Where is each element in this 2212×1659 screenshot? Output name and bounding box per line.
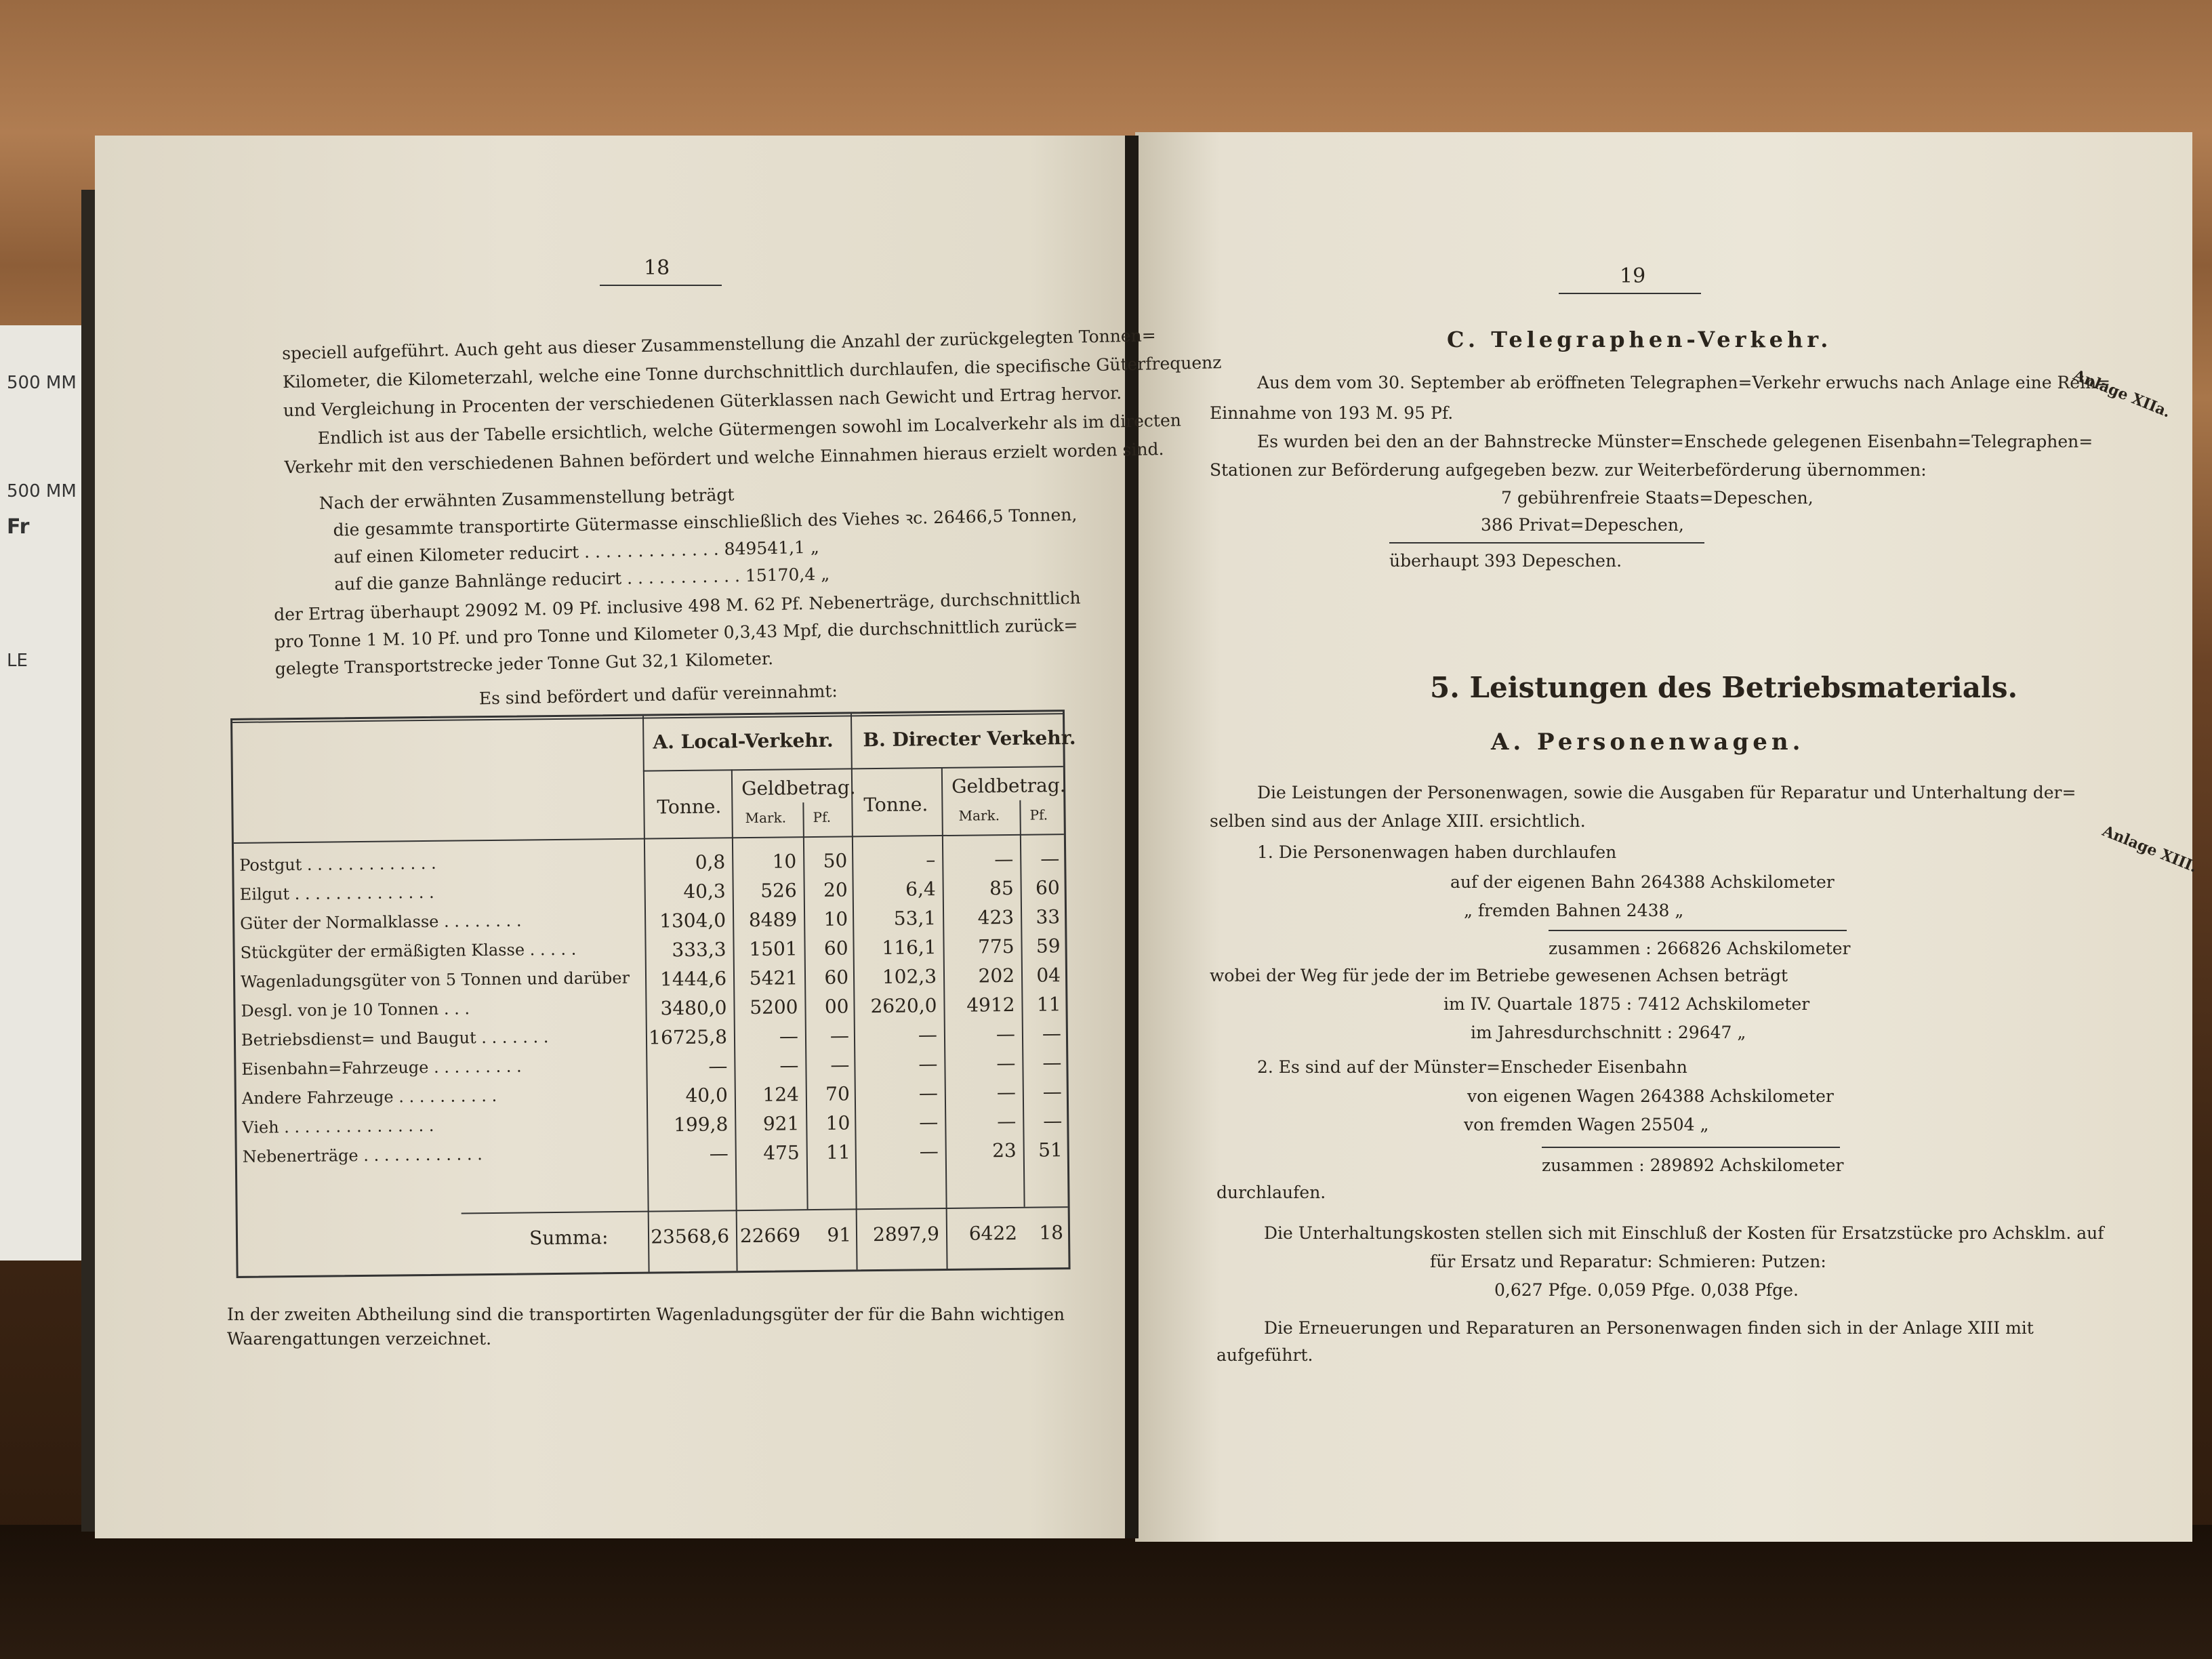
body-line: von eigenen Wagen 264388 Achskilometer [1467, 1086, 1834, 1106]
body-line: Einnahme von 193 M. 95 Pf. [1210, 403, 1454, 423]
body-line: selben sind aus der Anlage XIII. ersichtlich. [1210, 811, 1586, 831]
sum-value: 2897,9 [872, 1223, 940, 1246]
section-heading-telegraph: C. Telegraphen-Verkehr. [1447, 327, 1832, 352]
table-cell: 3480,0 [660, 996, 727, 1020]
table-cell: 51 [1038, 1139, 1063, 1162]
page-number-rule [1559, 293, 1701, 294]
table-edge-shadow [0, 1525, 2212, 1659]
table-cell: 124 [762, 1083, 800, 1106]
body-line: Die Unterhaltungskosten stellen sich mit Einschluß der Kosten für Ersatzstücke pro Achsklm. auf [1264, 1223, 2104, 1243]
body-line: Aus dem vom 30. September ab eröffneten Telegraphen=Verkehr erwuchs nach Anlage eine Rein= [1257, 373, 2111, 392]
sum-rule [1542, 1147, 1840, 1148]
body-line: „ fremden Bahnen 2438 „ [1464, 901, 1684, 920]
table-cell: — [996, 1080, 1017, 1104]
sum-value: 23568,6 [651, 1225, 730, 1248]
table-cell: — [918, 1082, 939, 1105]
background-label: 500 MM [7, 481, 77, 501]
row-label: Postgut . . . . . . . . . . . . . [239, 853, 436, 875]
col-pf-a: Pf. [813, 808, 832, 826]
body-line: 1. Die Personenwagen haben durchlaufen [1257, 842, 1617, 862]
col-tonne-a: Tonne. [657, 795, 722, 819]
left-footer-text: Waarengattungen verzeichnet. [227, 1329, 492, 1349]
row-label: Desgl. von je 10 Tonnen . . . [241, 999, 470, 1021]
table-cell: 5200 [750, 996, 798, 1019]
table-cell: 33 [1036, 905, 1061, 928]
sum-value: 91 [827, 1223, 852, 1246]
body-line: speciell aufgeführt. Auch geht aus dieser Zusammenstellung die Anzahl der zurückgelegten Tonnen= [281, 325, 1156, 364]
table-cell: – [926, 848, 936, 872]
table-cell: 199,8 [673, 1113, 729, 1136]
goods-table [230, 710, 1076, 1278]
col-mark-a: Mark. [745, 809, 787, 827]
table-cell: — [996, 1051, 1016, 1075]
table-cell: 6,4 [905, 878, 936, 901]
table-cell: 00 [824, 995, 849, 1018]
table-cell: — [1042, 1080, 1063, 1103]
body-line: gelegte Transportstrecke jeder Tonne Gut 32,1 Kilometer. [274, 649, 774, 679]
body-line: 2. Es sind auf der Münster=Enscheder Eisenbahn [1257, 1057, 1687, 1077]
table-cell: 10 [825, 1111, 851, 1134]
subheading-personenwagen: A. Personenwagen. [1491, 729, 1805, 756]
body-line: Die Erneuerungen und Reparaturen an Personenwagen finden sich in der Anlage XIII mit [1264, 1318, 2034, 1338]
body-line: aufgeführt. [1216, 1345, 1313, 1365]
margin-note: Anlage XIII. [2100, 822, 2200, 876]
table-cell: — [779, 1054, 799, 1077]
table-rule [234, 834, 1064, 844]
table-cell: 0,8 [695, 851, 726, 874]
table-cell: — [994, 847, 1014, 871]
body-line: Endlich ist aus der Tabelle ersichtlich, welche Gütermengen sowohl im Localverkehr als im directen [317, 410, 1182, 449]
margin-note: Anlage XIIa. [2070, 366, 2173, 422]
table-cell: 10 [772, 850, 797, 873]
table-cell: 8489 [748, 908, 798, 932]
body-line: und Vergleichung in Procenten der verschiedenen Güterklassen nach Gewicht und Ertrag hervor. [283, 383, 1122, 421]
background-label: LE [7, 651, 28, 671]
body-line: 386 Privat=Depeschen, [1481, 515, 1684, 535]
row-label: Güter der Normalklasse . . . . . . . . [240, 911, 522, 933]
left-footer-text: In der zweiten Abtheilung sind die transportirten Wagenladungsgüter der für die Bahn wichtigen [227, 1305, 1065, 1324]
col-mark-b: Mark. [958, 807, 1000, 824]
row-label: Eilgut . . . . . . . . . . . . . . [239, 882, 434, 904]
table-cell: — [1040, 847, 1060, 870]
row-label: Vieh . . . . . . . . . . . . . . . [242, 1115, 434, 1137]
page-number-right: 19 [1620, 264, 1646, 288]
table-cell: — [709, 1142, 729, 1165]
col-tonne-b: Tonne. [863, 793, 928, 817]
background-label: Fr [7, 515, 30, 539]
table-cell: 1501 [749, 937, 798, 961]
table-divider [731, 769, 738, 1271]
table-cell: 475 [763, 1141, 800, 1164]
table-cell: 775 [977, 935, 1015, 958]
table-cell: 60 [824, 966, 849, 989]
table-cell: 102,3 [882, 965, 937, 988]
sum-value: 22669 [739, 1224, 801, 1248]
table-cell: 333,3 [672, 938, 726, 962]
table-cell: 526 [760, 879, 797, 902]
table-cell: — [830, 1024, 850, 1047]
background-label: 500 MM [7, 373, 77, 393]
table-cell: 116,1 [882, 936, 937, 959]
body-line: pro Tonne 1 M. 10 Pf. und pro Tonne und Kilometer 0,3,43 Mpf, die durchschnittlich zurück= [274, 615, 1078, 652]
table-cell: — [1043, 1109, 1063, 1132]
table-cell: — [919, 1140, 939, 1163]
body-line: im Jahresdurchschnitt : 29647 „ [1471, 1023, 1746, 1042]
table-cell: — [919, 1111, 939, 1134]
row-label: Betriebsdienst= und Baugut . . . . . . . [241, 1027, 549, 1050]
table-rule [643, 766, 1063, 771]
table-cell: 04 [1036, 964, 1061, 987]
body-line: auf einen Kilometer reducirt . . . . . . . . . . . . . 849541,1 „ [333, 537, 820, 567]
body-line: Die Leistungen der Personenwagen, sowie die Ausgaben für Reparatur und Unterhaltung der= [1257, 783, 2076, 802]
table-cell: 40,0 [685, 1084, 729, 1107]
body-line: überhaupt 393 Depeschen. [1389, 551, 1622, 571]
body-line: 7 gebührenfreie Staats=Depeschen, [1501, 488, 1814, 508]
body-line: Stationen zur Beförderung aufgegeben bezw. zur Weiterbeförderung übernommen: [1210, 460, 1927, 480]
table-cell: 202 [978, 964, 1015, 987]
table-cell: 2620,0 [870, 994, 937, 1018]
sum-value: 6422 [968, 1221, 1018, 1245]
body-line: Nach der erwähnten Zusammenstellung beträgt [319, 485, 735, 514]
body-line: die gesammte transportirte Gütermasse einschließlich des Viehes ꝛc. 26466,5 Tonnen, [333, 504, 1078, 540]
table-cell: — [918, 1023, 938, 1046]
row-label: Stückgüter der ermäßigten Klasse . . . . . [240, 939, 577, 962]
table-cell: 23 [991, 1139, 1017, 1162]
table-cell: — [830, 1053, 850, 1076]
table-cell: 1444,6 [659, 967, 727, 991]
page-number-left: 18 [644, 256, 670, 280]
table-cell: 70 [825, 1082, 851, 1105]
body-line: auf die ganze Bahnlänge reducirt . . . . . . . . . . . 15170,4 „ [333, 564, 830, 594]
table-cell: 1304,0 [659, 909, 726, 933]
table-cell: — [997, 1109, 1017, 1133]
body-line: durchlaufen. [1216, 1183, 1326, 1202]
body-line: zusammen : 289892 Achskilometer [1542, 1155, 1844, 1175]
table-cell: — [708, 1054, 728, 1078]
table-cell: 50 [823, 849, 848, 872]
table-cell: — [1042, 1051, 1062, 1074]
body-line: 0,627 Pfge. 0,059 Pfge. 0,038 Pfge. [1494, 1280, 1799, 1300]
table-cell: 10 [823, 907, 848, 930]
table-cell: 60 [1035, 876, 1060, 899]
table-cell: — [918, 1052, 938, 1076]
body-line: der Ertrag überhaupt 29092 M. 09 Pf. inclusive 498 M. 62 Pf. Nebenerträge, durchschnittlich [273, 588, 1081, 625]
body-line: für Ersatz und Reparatur: Schmieren: Putzen: [1430, 1252, 1826, 1271]
row-label: Eisenbahn=Fahrzeuge . . . . . . . . . [241, 1057, 522, 1079]
table-cell: 921 [762, 1112, 800, 1135]
table-cell: 40,3 [683, 880, 726, 903]
table-cell: — [996, 1022, 1016, 1046]
table-divider [642, 716, 650, 1272]
section-heading-5: 5. Leistungen des Betriebsmaterials. [1430, 671, 2018, 704]
table-cell: 59 [1036, 935, 1061, 958]
body-line: Kilometer, die Kilometerzahl, welche eine Tonne durchschnittlich durchlaufen, die specifische Güterfrequenz [282, 352, 1222, 392]
body-line: wobei der Weg für jede der im Betriebe gewesenen Achsen beträgt [1210, 966, 1788, 985]
table-cell: 423 [977, 905, 1015, 929]
col-group-local: A. Local-Verkehr. [653, 729, 834, 754]
row-label: Andere Fahrzeuge . . . . . . . . . . [241, 1086, 497, 1108]
col-geld-b: Geldbetrag. [951, 774, 1066, 798]
table-cell: 5421 [749, 966, 798, 990]
body-line: Es wurden bei den an der Bahnstrecke Münster=Enschede gelegenen Eisenbahn=Telegraphen= [1257, 432, 2093, 451]
table-cell: — [1042, 1022, 1062, 1045]
page-number-rule [600, 285, 722, 286]
body-line: auf der eigenen Bahn 264388 Achskilometer [1450, 872, 1835, 892]
body-line: Verkehr mit den verschiedenen Bahnen befördert und welche Einnahmen hieraus erzielt worden sind. [284, 438, 1164, 478]
row-label: Nebenerträge . . . . . . . . . . . . [242, 1145, 483, 1166]
table-cell: 53,1 [893, 907, 937, 930]
table-cell: 60 [823, 937, 848, 960]
table-cell: 4912 [966, 993, 1015, 1017]
table-divider [941, 767, 948, 1269]
row-label: Wagenladungsgüter von 5 Tonnen und darüber [240, 968, 630, 991]
sum-rule [1549, 930, 1847, 931]
table-cell: — [779, 1025, 799, 1048]
table-rule [462, 1206, 1068, 1214]
sum-label: Summa: [529, 1226, 609, 1250]
sum-rule [1389, 542, 1704, 544]
table-cell: 85 [989, 876, 1014, 900]
col-group-direct: B. Directer Verkehr. [863, 726, 1076, 752]
table-cell: 11 [825, 1141, 851, 1164]
col-pf-b: Pf. [1029, 806, 1048, 823]
body-line: zusammen : 266826 Achskilometer [1549, 939, 1851, 958]
table-cell: 20 [823, 878, 848, 901]
table-cell: 16725,8 [648, 1025, 728, 1049]
body-line: von fremden Wagen 25504 „ [1464, 1115, 1709, 1134]
body-line: im IV. Quartale 1875 : 7412 Achskilometer [1443, 994, 1810, 1014]
body-line: Es sind befördert und dafür vereinnahmt: [478, 681, 838, 709]
col-geld-a: Geldbetrag. [741, 776, 856, 800]
table-cell: 11 [1036, 993, 1061, 1016]
sum-value: 18 [1039, 1221, 1064, 1244]
